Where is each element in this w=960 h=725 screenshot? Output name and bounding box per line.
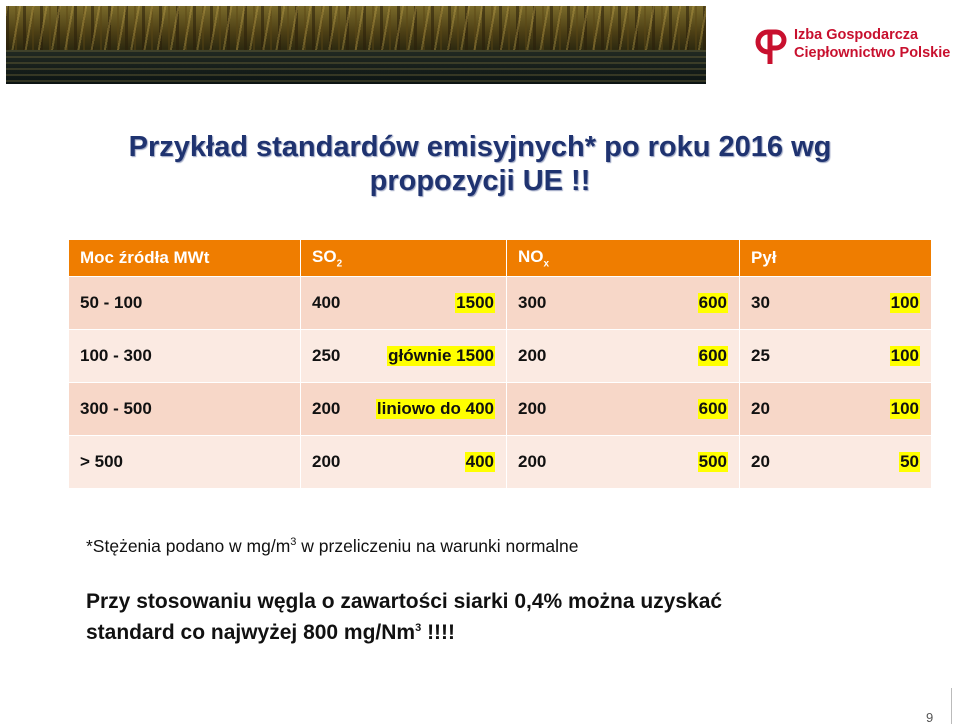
- pyl-current: 20: [751, 452, 770, 471]
- header-moc: Moc źródła MWt: [69, 240, 301, 277]
- table-header-row: [69, 240, 932, 277]
- cell-so2: [301, 330, 507, 383]
- table-row: [69, 436, 932, 489]
- so2-proposed: 400: [465, 452, 494, 471]
- cell-so2: [301, 436, 507, 489]
- nox-current: 200: [518, 399, 547, 418]
- cell-moc: > 500: [69, 436, 301, 489]
- pyl-proposed: 50: [900, 452, 919, 471]
- header-nox-label: NO: [518, 246, 544, 266]
- cell-moc: 100 - 300: [69, 330, 301, 383]
- footnote-sup: 3: [290, 536, 297, 549]
- logo-text-line1: Izba Gospodarcza: [794, 27, 919, 43]
- table-row: [69, 277, 932, 330]
- header-so2-sub: 2: [336, 258, 343, 270]
- cell-nox: [507, 277, 740, 330]
- so2-proposed: głównie 1500: [388, 346, 494, 365]
- header-nox-sub: x: [543, 258, 550, 270]
- cell-moc: 300 - 500: [69, 383, 301, 436]
- pyl-proposed: 100: [890, 293, 919, 312]
- header-so2: [301, 240, 507, 277]
- cell-so2: [301, 383, 507, 436]
- statement-line2-end: !!!!: [421, 621, 456, 644]
- header-banner-image: [6, 6, 706, 84]
- cell-pyl: [740, 436, 932, 489]
- pyl-proposed: 100: [890, 399, 919, 418]
- corner-divider: [951, 688, 952, 724]
- header-pyl: Pył: [740, 240, 932, 277]
- cell-nox: [507, 436, 740, 489]
- so2-current: 250: [312, 346, 341, 365]
- footnote-text-after: w przeliczeniu na warunki normalne: [296, 536, 579, 556]
- cell-pyl: [740, 277, 932, 330]
- table-row: [69, 383, 932, 436]
- logo-text-line2: Ciepłownictwo Polskie: [794, 45, 951, 61]
- title-line1: Przykład standardów emisyjnych* po roku 2016 wg: [128, 131, 832, 163]
- logo: [752, 26, 952, 66]
- cp-logo-icon: [752, 26, 788, 64]
- footnote: [86, 536, 579, 557]
- pyl-current: 25: [751, 346, 770, 365]
- nox-proposed: 600: [698, 346, 727, 365]
- pyl-current: 30: [751, 293, 770, 312]
- coal-sulphur-statement: [86, 588, 722, 646]
- cell-pyl: [740, 330, 932, 383]
- nox-current: 200: [518, 346, 547, 365]
- so2-current: 400: [312, 293, 341, 312]
- page-number: 9: [926, 710, 934, 725]
- slide-title: [40, 130, 920, 198]
- statement-sup: 3: [415, 622, 422, 634]
- nox-proposed: 600: [698, 399, 727, 418]
- statement-line2-text: standard co najwyżej 800 mg/Nm: [86, 621, 416, 644]
- so2-proposed: 1500: [456, 293, 494, 312]
- pyl-current: 20: [751, 399, 770, 418]
- so2-current: 200: [312, 399, 341, 418]
- cell-nox: [507, 383, 740, 436]
- cell-so2: [301, 277, 507, 330]
- reeds-texture: [6, 6, 706, 50]
- header-nox: [507, 240, 740, 277]
- cell-moc: 50 - 100: [69, 277, 301, 330]
- statement-line2: [86, 615, 722, 646]
- table-row: [69, 330, 932, 383]
- pyl-proposed: 100: [890, 346, 919, 365]
- header-so2-label: SO: [312, 246, 337, 266]
- cell-pyl: [740, 383, 932, 436]
- statement-line1: Przy stosowaniu węgla o zawartości siarki 0,4% można uzyskać: [86, 590, 723, 613]
- cell-nox: [507, 330, 740, 383]
- nox-current: 200: [518, 452, 547, 471]
- nox-current: 300: [518, 293, 547, 312]
- so2-current: 200: [312, 452, 341, 471]
- footnote-text: *Stężenia podano w mg/m: [86, 536, 291, 556]
- nox-proposed: 500: [698, 452, 727, 471]
- emission-standards-table: [68, 239, 932, 489]
- nox-proposed: 600: [698, 293, 727, 312]
- so2-proposed: liniowo do 400: [376, 399, 494, 418]
- water-reflection: [6, 50, 706, 84]
- title-line2: propozycji UE !!: [369, 165, 591, 197]
